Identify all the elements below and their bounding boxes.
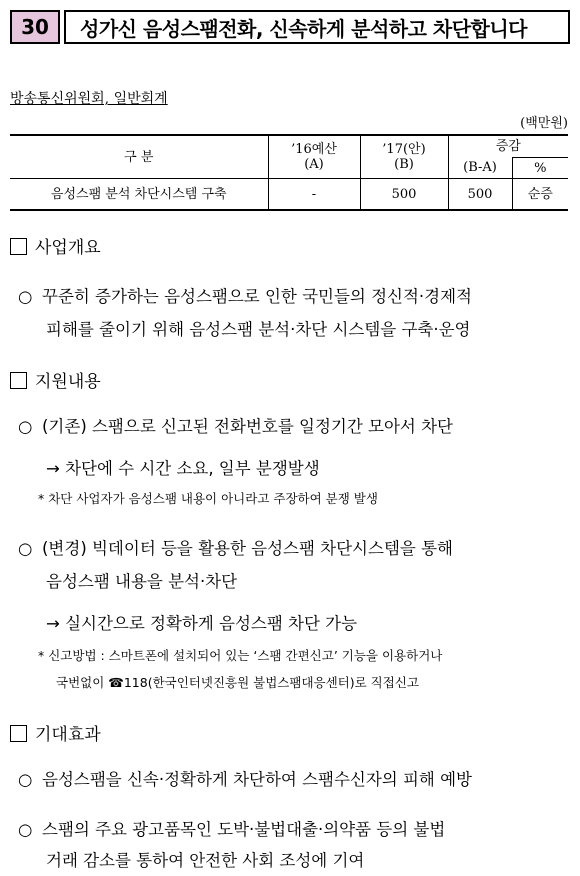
section-support-heading: 지원내용: [10, 367, 101, 392]
header-2017-proposal: ’17(안) (B): [360, 135, 448, 179]
page-title: 성가신 음성스팸전화, 신속하게 분석하고 차단합니다: [64, 10, 570, 44]
support-changed-item: ○ (변경) 빅데이터 등을 활용한 음성스팸 차단시스템을 통해: [18, 534, 453, 564]
budget-table: [10, 134, 568, 211]
row-2017-value: 500: [360, 179, 448, 211]
circle-bullet-icon: ○: [18, 820, 33, 839]
header-percent: %: [512, 158, 568, 179]
support-existing-note: * 차단 사업자가 음성스팸 내용이 아니라고 주장하여 분쟁 발생: [38, 491, 378, 506]
checkbox-square-icon: [10, 372, 27, 389]
unit-label: (백만원): [520, 116, 568, 131]
row-2016-value: -: [268, 179, 360, 211]
overview-item-line2: 피해를 줄이기 위해 음성스팸 분석·차단 시스템을 구축·운영: [46, 320, 471, 339]
table-row: [10, 179, 568, 211]
support-changed-item-line2: 음성스팸 내용을 분석·차단: [46, 572, 238, 591]
support-existing-item: ○ (기존) 스팸으로 신고된 전화번호를 일정기간 모아서 차단: [18, 412, 453, 442]
section-effects-heading: 기대효과: [10, 720, 101, 745]
section-overview-heading: 사업개요: [10, 233, 101, 258]
header-change-sub: (B-A): [448, 158, 512, 179]
overview-item: ○ 꾸준히 증가하는 음성스팸으로 인한 국민들의 정신적·경제적: [18, 282, 472, 312]
support-changed-result: → 실시간으로 정확하게 음성스팸 차단 가능: [46, 614, 358, 633]
checkbox-square-icon: [10, 238, 27, 255]
effects-item-line2: 거래 감소를 통하여 안전한 사회 조성에 기여: [46, 851, 365, 870]
circle-bullet-icon: ○: [18, 287, 33, 306]
effects-item: ○ 음성스팸을 신속·정확하게 차단하여 스팸수신자의 피해 예방: [18, 765, 472, 795]
support-changed-note-line2: 국번없이 ☎118(한국인터넷진흥원 불법스팸대응센터)로 직접신고: [56, 675, 419, 690]
department-label: 방송통신위원회, 일반회계: [10, 91, 168, 107]
circle-bullet-icon: ○: [18, 770, 33, 789]
section-number-badge: 30: [10, 10, 60, 44]
support-changed-note: * 신고방법 : 스마트폰에 설치되어 있는 ‘스팸 간편신고’ 기능을 이용하거나: [38, 648, 443, 663]
checkbox-square-icon: [10, 725, 27, 742]
row-percent-value: 순증: [512, 179, 568, 211]
circle-bullet-icon: ○: [18, 539, 33, 558]
header-category: 구 분: [10, 135, 268, 179]
effects-item: ○ 스팸의 주요 광고품목인 도박·불법대출·의약품 등의 불법: [18, 815, 445, 845]
circle-bullet-icon: ○: [18, 417, 33, 436]
support-existing-result: → 차단에 수 시간 소요, 일부 분쟁발생: [46, 459, 320, 478]
row-change-value: 500: [448, 179, 512, 211]
row-name: 음성스팸 분석 차단시스템 구축: [10, 179, 268, 211]
header-change: 증감: [448, 135, 568, 158]
header-2016-budget: ’16예산 (A): [268, 135, 360, 179]
